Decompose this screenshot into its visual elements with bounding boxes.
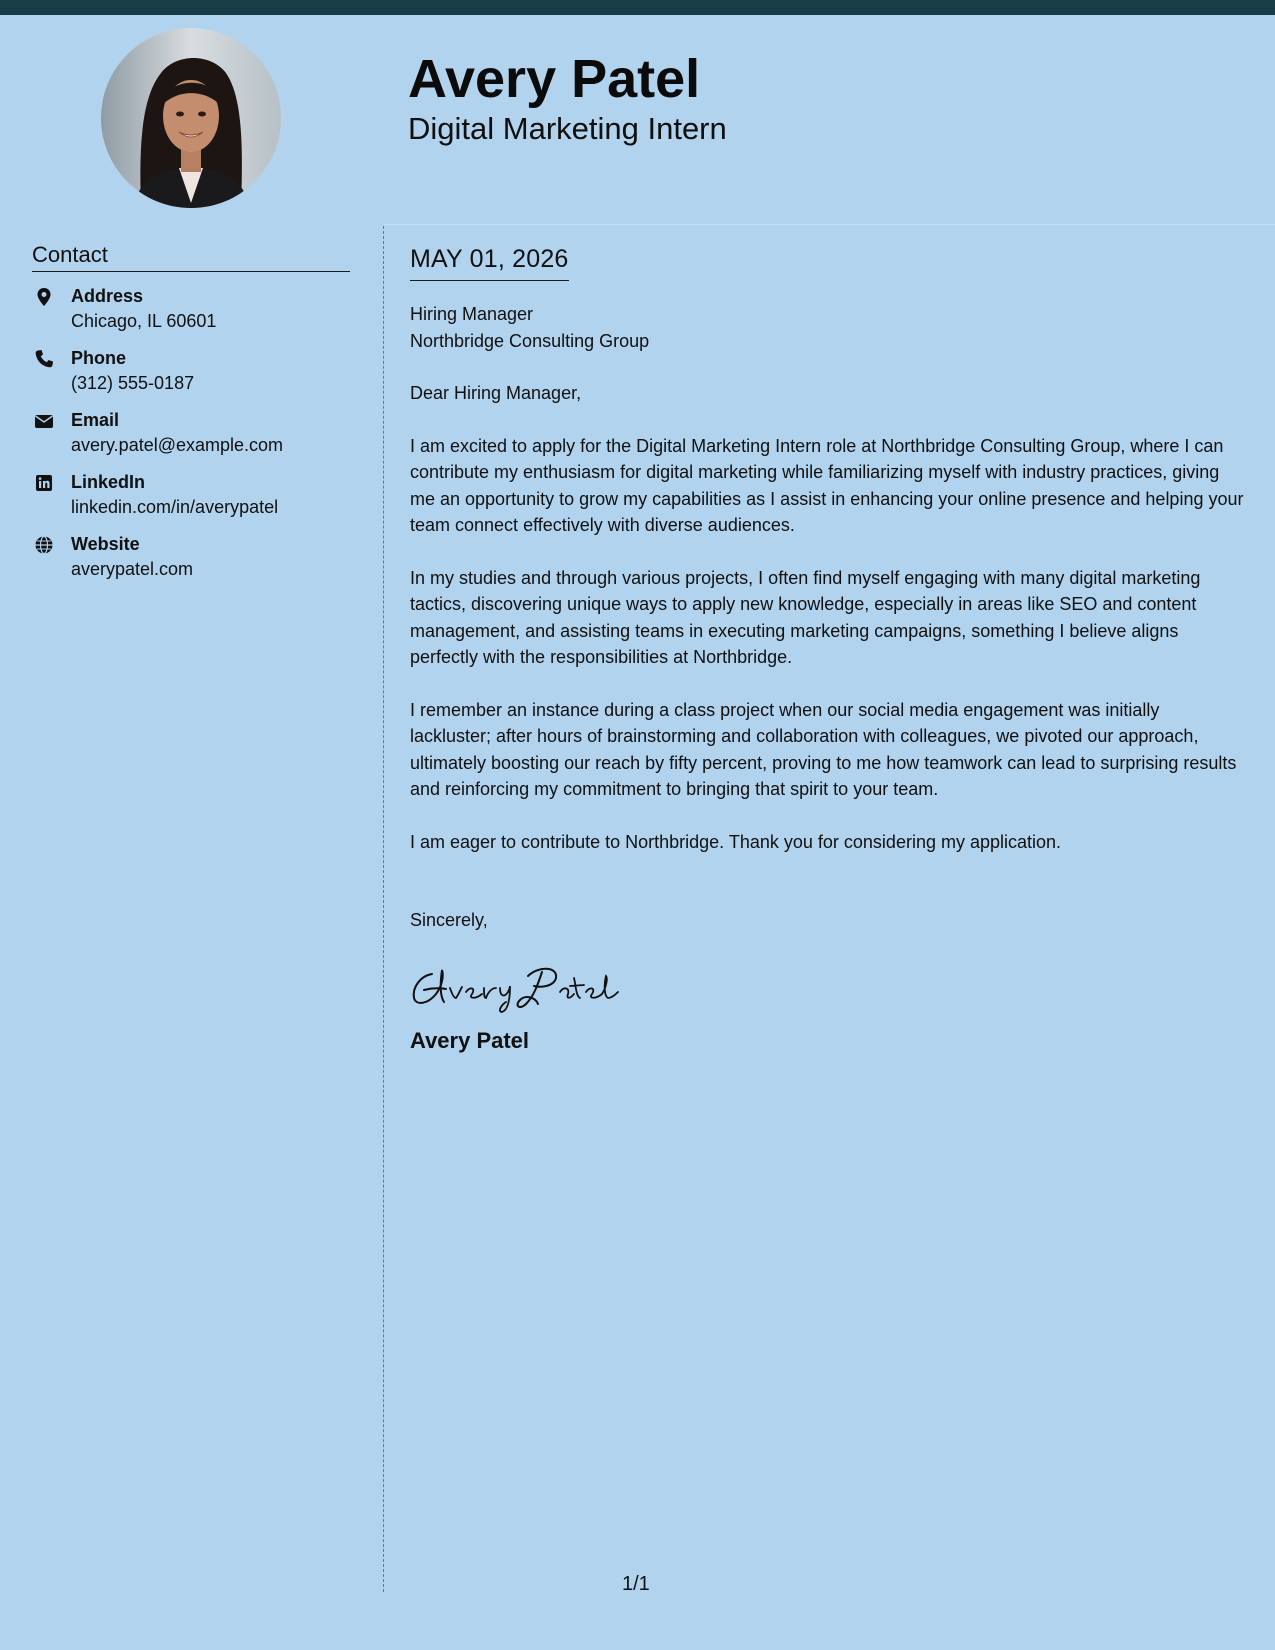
globe-icon <box>34 535 54 555</box>
body-paragraph: I remember an instance during a class project when our social media engagement was initially lackluster; after hours of brainstorming and collaboration with colleagues, we pivoted our approach, ultimately boosting our reach by fifty percent, proving to me how teamwork can lead to surprising results and reinforcing my commitment to bringing that spirit to your team. <box>410 699 1237 799</box>
envelope-icon <box>34 411 54 431</box>
contact-sidebar <box>32 240 350 582</box>
recipient-name: Hiring Manager <box>410 304 534 324</box>
contact-email <box>32 408 350 458</box>
contact-label: Website <box>71 534 140 554</box>
contact-value: avery.patel@example.com <box>71 435 284 455</box>
salutation: Dear Hiring Manager, <box>410 383 582 403</box>
body-paragraph: In my studies and through various projects, I often find myself engaging with many digital marketing tactics, discovering unique ways to apply new knowledge, especially in areas like SEO and content management, and assisting teams in executing marketing campaigns, something I believe aligns perfectly with the responsibilities at Northbridge. <box>410 567 1201 667</box>
letter-date: MAY 01, 2026 <box>410 242 569 281</box>
contact-linkedin <box>32 470 350 520</box>
contact-address <box>32 284 350 334</box>
recipient-block <box>410 301 1245 354</box>
contact-value: linkedin.com/in/averypatel <box>71 497 279 517</box>
contact-website <box>32 532 350 582</box>
contact-label: Phone <box>71 348 127 368</box>
body-paragraph: I am excited to apply for the Digital Marketing Intern role at Northbridge Consulting Group, where I can contribute my enthusiasm for digital marketing while familiarizing myself with industry practices, giving me an opportunity to grow my capabilities as I assist in enhancing your online presence and helping your team connect effectively with diverse audiences. <box>410 435 1244 535</box>
signer-name: Avery Patel <box>410 1027 530 1053</box>
signature <box>410 954 1245 1014</box>
contact-phone <box>32 346 350 396</box>
contact-heading: Contact <box>32 240 350 272</box>
contact-label: Address <box>71 286 144 306</box>
header-divider <box>384 224 1275 225</box>
linkedin-icon <box>34 473 54 493</box>
page-number: 1/1 <box>622 1573 650 1595</box>
contact-label: Email <box>71 410 120 430</box>
top-accent-bar <box>0 0 1275 15</box>
applicant-name: Avery Patel <box>408 49 701 109</box>
recipient-company: Northbridge Consulting Group <box>410 330 650 351</box>
profile-photo <box>101 28 281 208</box>
phone-icon <box>34 349 54 369</box>
map-pin-icon <box>34 287 54 307</box>
body-paragraph: I am eager to contribute to Northbridge. Thank you for considering my application. <box>410 831 1062 852</box>
contact-value: Chicago, IL 60601 <box>71 311 217 331</box>
applicant-role: Digital Marketing Intern <box>408 111 727 146</box>
column-divider <box>383 226 384 1592</box>
contact-label: LinkedIn <box>71 472 146 492</box>
letter-body <box>410 242 1245 1056</box>
closing: Sincerely, <box>410 910 488 930</box>
contact-value: (312) 555-0187 <box>71 373 195 393</box>
contact-value: averypatel.com <box>71 559 194 579</box>
